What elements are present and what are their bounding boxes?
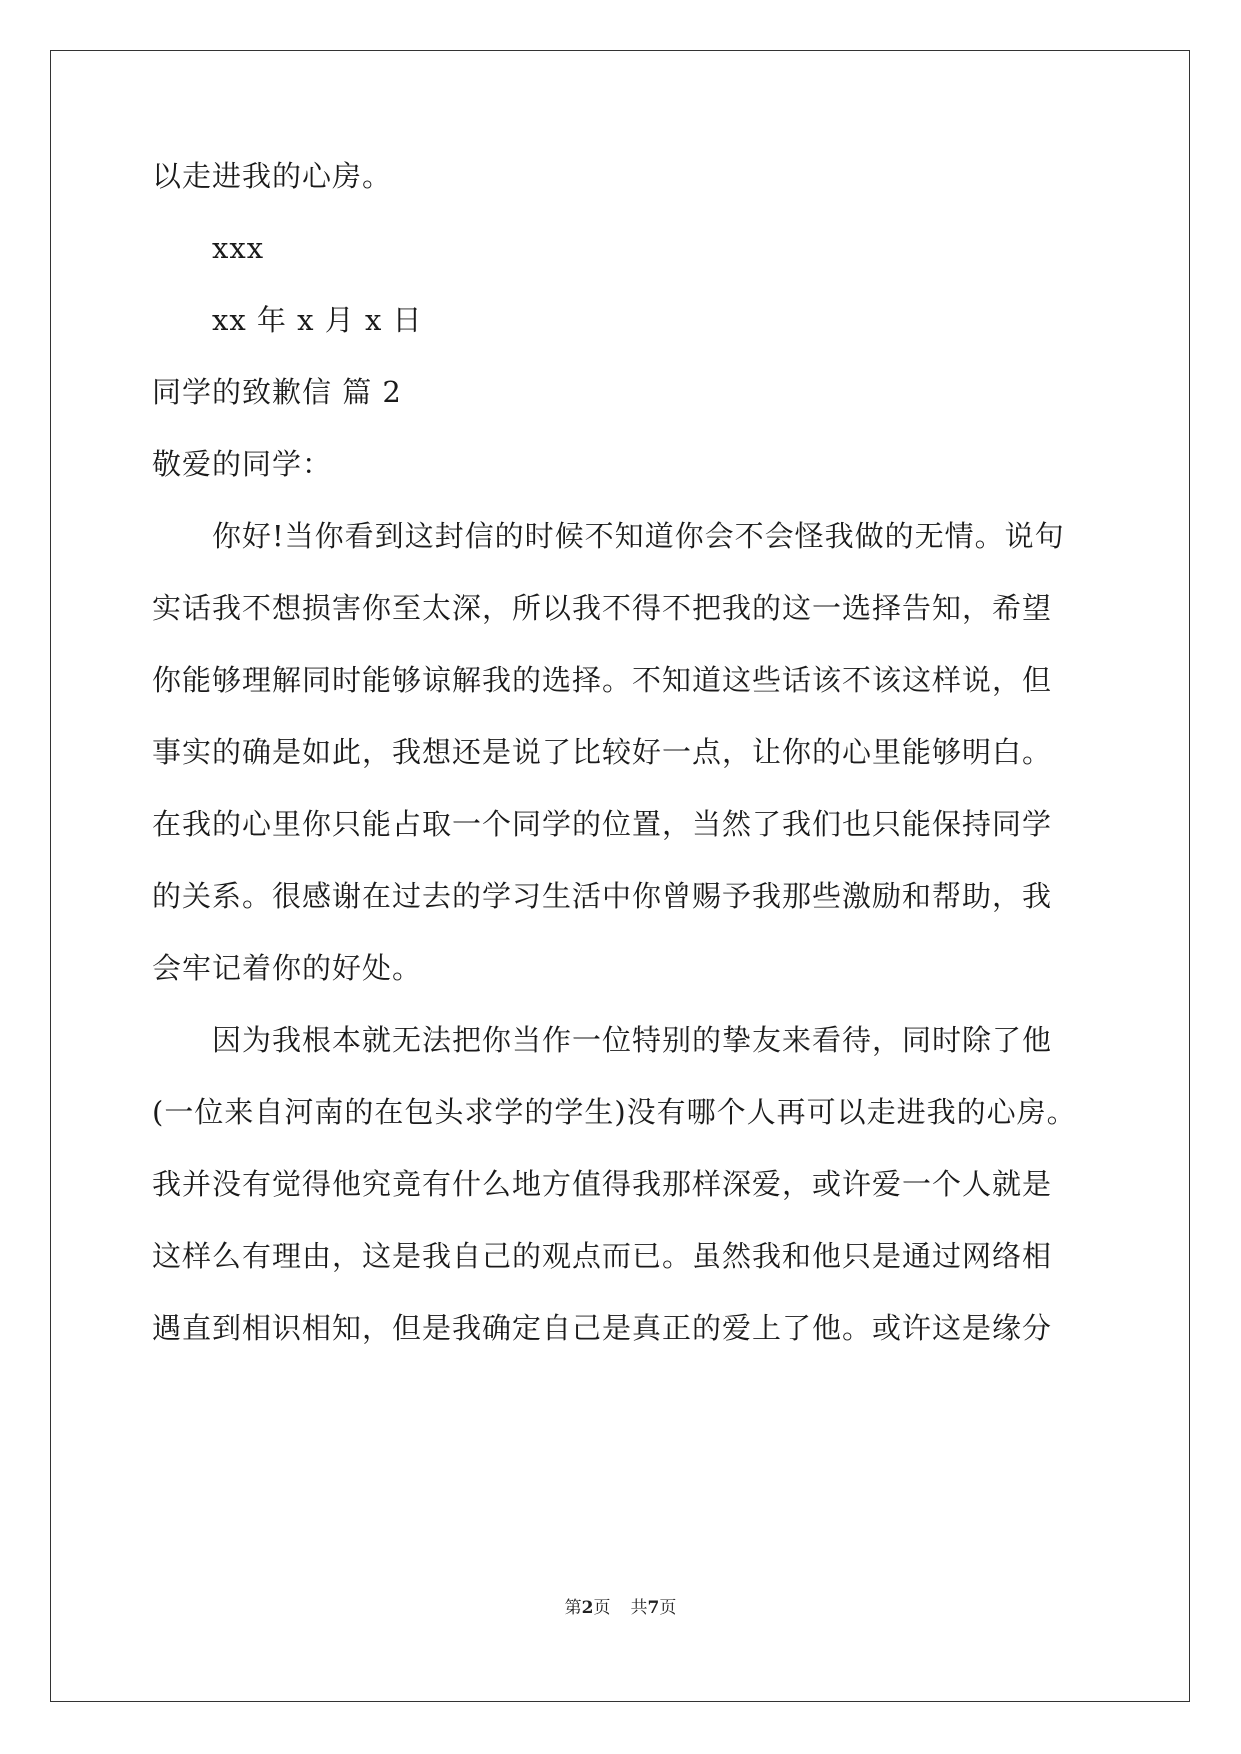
paragraph-line: 你好!当你看到这封信的时候不知道你会不会怪我做的无情。说句 xyxy=(212,519,1065,553)
current-page-number: 2 xyxy=(581,1598,594,1618)
page-prefix: 第 xyxy=(564,1598,582,1618)
paragraph-line: 你能够理解同时能够谅解我的选择。不知道这些话该不该这样说，但 xyxy=(152,663,1053,697)
text-line: 以走进我的心房。 xyxy=(152,159,393,193)
paragraph-line: 事实的确是如此，我想还是说了比较好一点，让你的心里能够明白。 xyxy=(152,735,1053,769)
total-suffix: 页 xyxy=(659,1598,677,1618)
paragraph-line: 在我的心里你只能占取一个同学的位置，当然了我们也只能保持同学 xyxy=(152,807,1053,841)
page-footer xyxy=(0,1596,1241,1620)
paragraph-line: (一位来自河南的在包头求学的学生)没有哪个人再可以走进我的心房。 xyxy=(152,1095,1077,1129)
section-title: 同学的致歉信 篇 2 xyxy=(152,375,402,409)
total-prefix: 共 xyxy=(630,1598,648,1618)
paragraph-line: 实话我不想损害你至太深，所以我不得不把我的这一选择告知，希望 xyxy=(152,591,1053,625)
paragraph-line: 遇直到相识相知，但是我确定自己是真正的爱上了他。或许这是缘分 xyxy=(152,1311,1053,1345)
paragraph-line: 的关系。很感谢在过去的学习生活中你曾赐予我那些激励和帮助，我 xyxy=(152,879,1053,913)
signature: xxx xyxy=(212,231,265,265)
paragraph-line: 我并没有觉得他究竟有什么地方值得我那样深爱，或许爱一个人就是 xyxy=(152,1167,1053,1201)
paragraph-line: 因为我根本就无法把你当作一位特别的挚友来看待，同时除了他 xyxy=(212,1023,1053,1057)
salutation: 敬爱的同学： xyxy=(152,447,333,481)
paragraph-line: 会牢记着你的好处。 xyxy=(152,951,423,985)
total-page-count: 7 xyxy=(647,1598,660,1618)
date-line: xx 年 x 月 x 日 xyxy=(212,303,423,337)
paragraph-line: 这样么有理由，这是我自己的观点而已。虽然我和他只是通过网络相 xyxy=(152,1239,1053,1273)
page-suffix: 页 xyxy=(593,1598,611,1618)
